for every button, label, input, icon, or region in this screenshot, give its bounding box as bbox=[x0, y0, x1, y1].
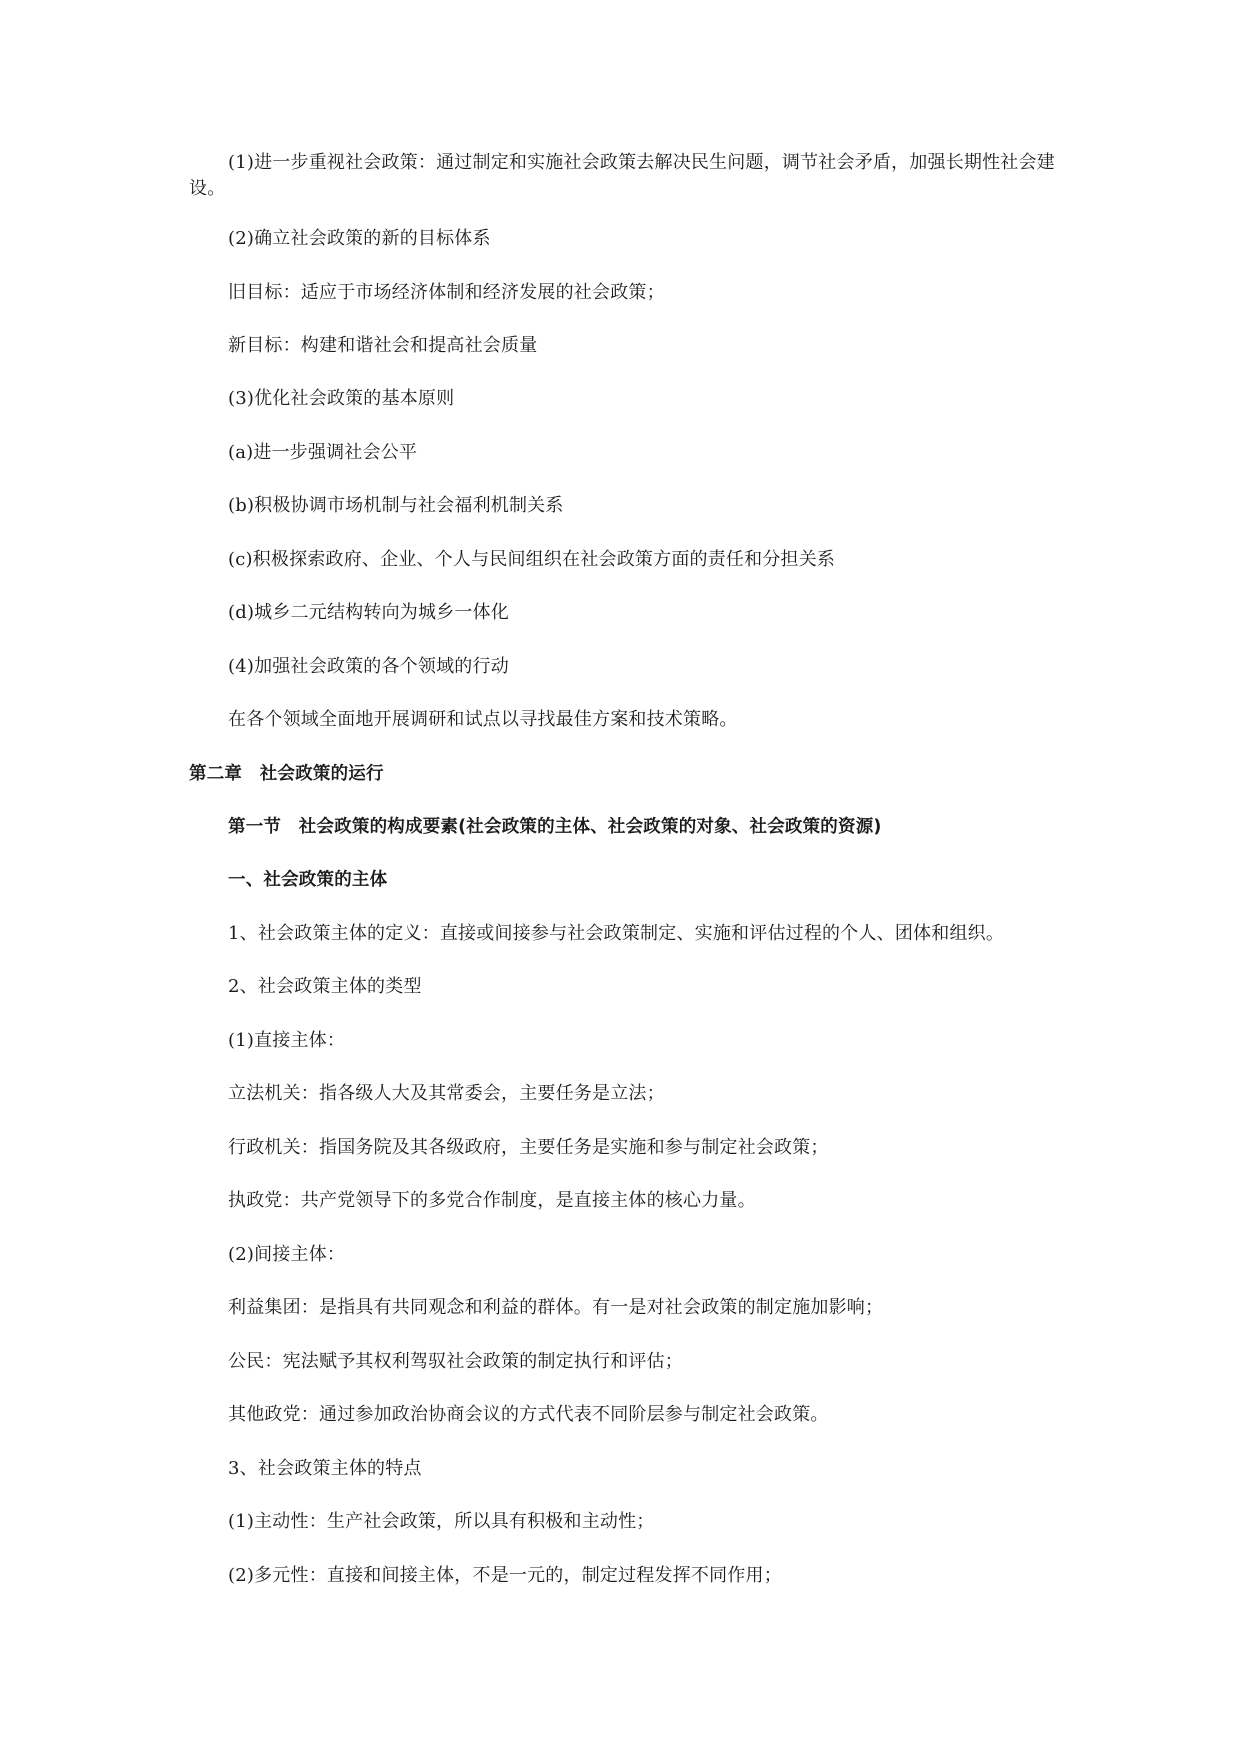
definition-line: 1、社会政策主体的定义：直接或间接参与社会政策制定、实施和评估过程的个人、团体和组织。 bbox=[228, 923, 1005, 944]
section-heading: 第一节 社会政策的构成要素(社会政策的主体、社会政策的对象、社会政策的资源) bbox=[228, 817, 882, 837]
initiative-line: (1)主动性：生产社会政策，所以具有积极和主动性； bbox=[228, 1511, 655, 1532]
principle-c: (c)积极探索政府、企业、个人与民间组织在社会政策方面的责任和分担关系 bbox=[228, 549, 836, 570]
action-description: 在各个领域全面地开展调研和试点以寻找最佳方案和技术策略。 bbox=[228, 709, 738, 730]
other-parties-line: 其他政党：通过参加政治协商会议的方式代表不同阶层参与制定社会政策。 bbox=[228, 1404, 829, 1425]
executive-line: 行政机关：指国务院及其各级政府，主要任务是实施和参与制定社会政策； bbox=[228, 1137, 829, 1158]
new-goal-line: 新目标：构建和谐社会和提高社会质量 bbox=[228, 335, 538, 356]
principle-b: (b)积极协调市场机制与社会福利机制关系 bbox=[228, 495, 564, 516]
principle-a: (a)进一步强调社会公平 bbox=[228, 442, 418, 463]
direct-subject-heading: (1)直接主体： bbox=[228, 1030, 346, 1051]
old-goal-line: 旧目标：适应于市场经济体制和经济发展的社会政策； bbox=[228, 282, 665, 303]
types-heading: 2、社会政策主体的类型 bbox=[228, 976, 422, 997]
legislature-line: 立法机关：指各级人大及其常委会，主要任务是立法； bbox=[228, 1083, 665, 1104]
paragraph-item-2: (2)确立社会政策的新的目标体系 bbox=[228, 228, 491, 249]
characteristics-heading: 3、社会政策主体的特点 bbox=[228, 1458, 422, 1479]
chapter-heading: 第二章 社会政策的运行 bbox=[189, 764, 384, 784]
principle-d: (d)城乡二元结构转向为城乡一体化 bbox=[228, 602, 509, 623]
ruling-party-line: 执政党：共产党领导下的多党合作制度，是直接主体的核心力量。 bbox=[228, 1190, 756, 1211]
interest-group-line: 利益集团：是指具有共同观念和利益的群体。有一是对社会政策的制定施加影响； bbox=[228, 1297, 884, 1318]
paragraph-item-1: (1)进一步重视社会政策：通过制定和实施社会政策去解决民生问题，调节社会矛盾，加强长期性社会建设。 bbox=[189, 152, 1055, 199]
citizen-line: 公民：宪法赋予其权利驾驭社会政策的制定执行和评估； bbox=[228, 1351, 683, 1372]
subsection-heading: 一、社会政策的主体 bbox=[228, 870, 388, 890]
pluralism-line: (2)多元性：直接和间接主体，不是一元的，制定过程发挥不同作用； bbox=[228, 1565, 782, 1586]
indirect-subject-heading: (2)间接主体： bbox=[228, 1244, 346, 1265]
paragraph-item-4: (4)加强社会政策的各个领域的行动 bbox=[228, 656, 509, 677]
paragraph-item-3: (3)优化社会政策的基本原则 bbox=[228, 388, 455, 409]
